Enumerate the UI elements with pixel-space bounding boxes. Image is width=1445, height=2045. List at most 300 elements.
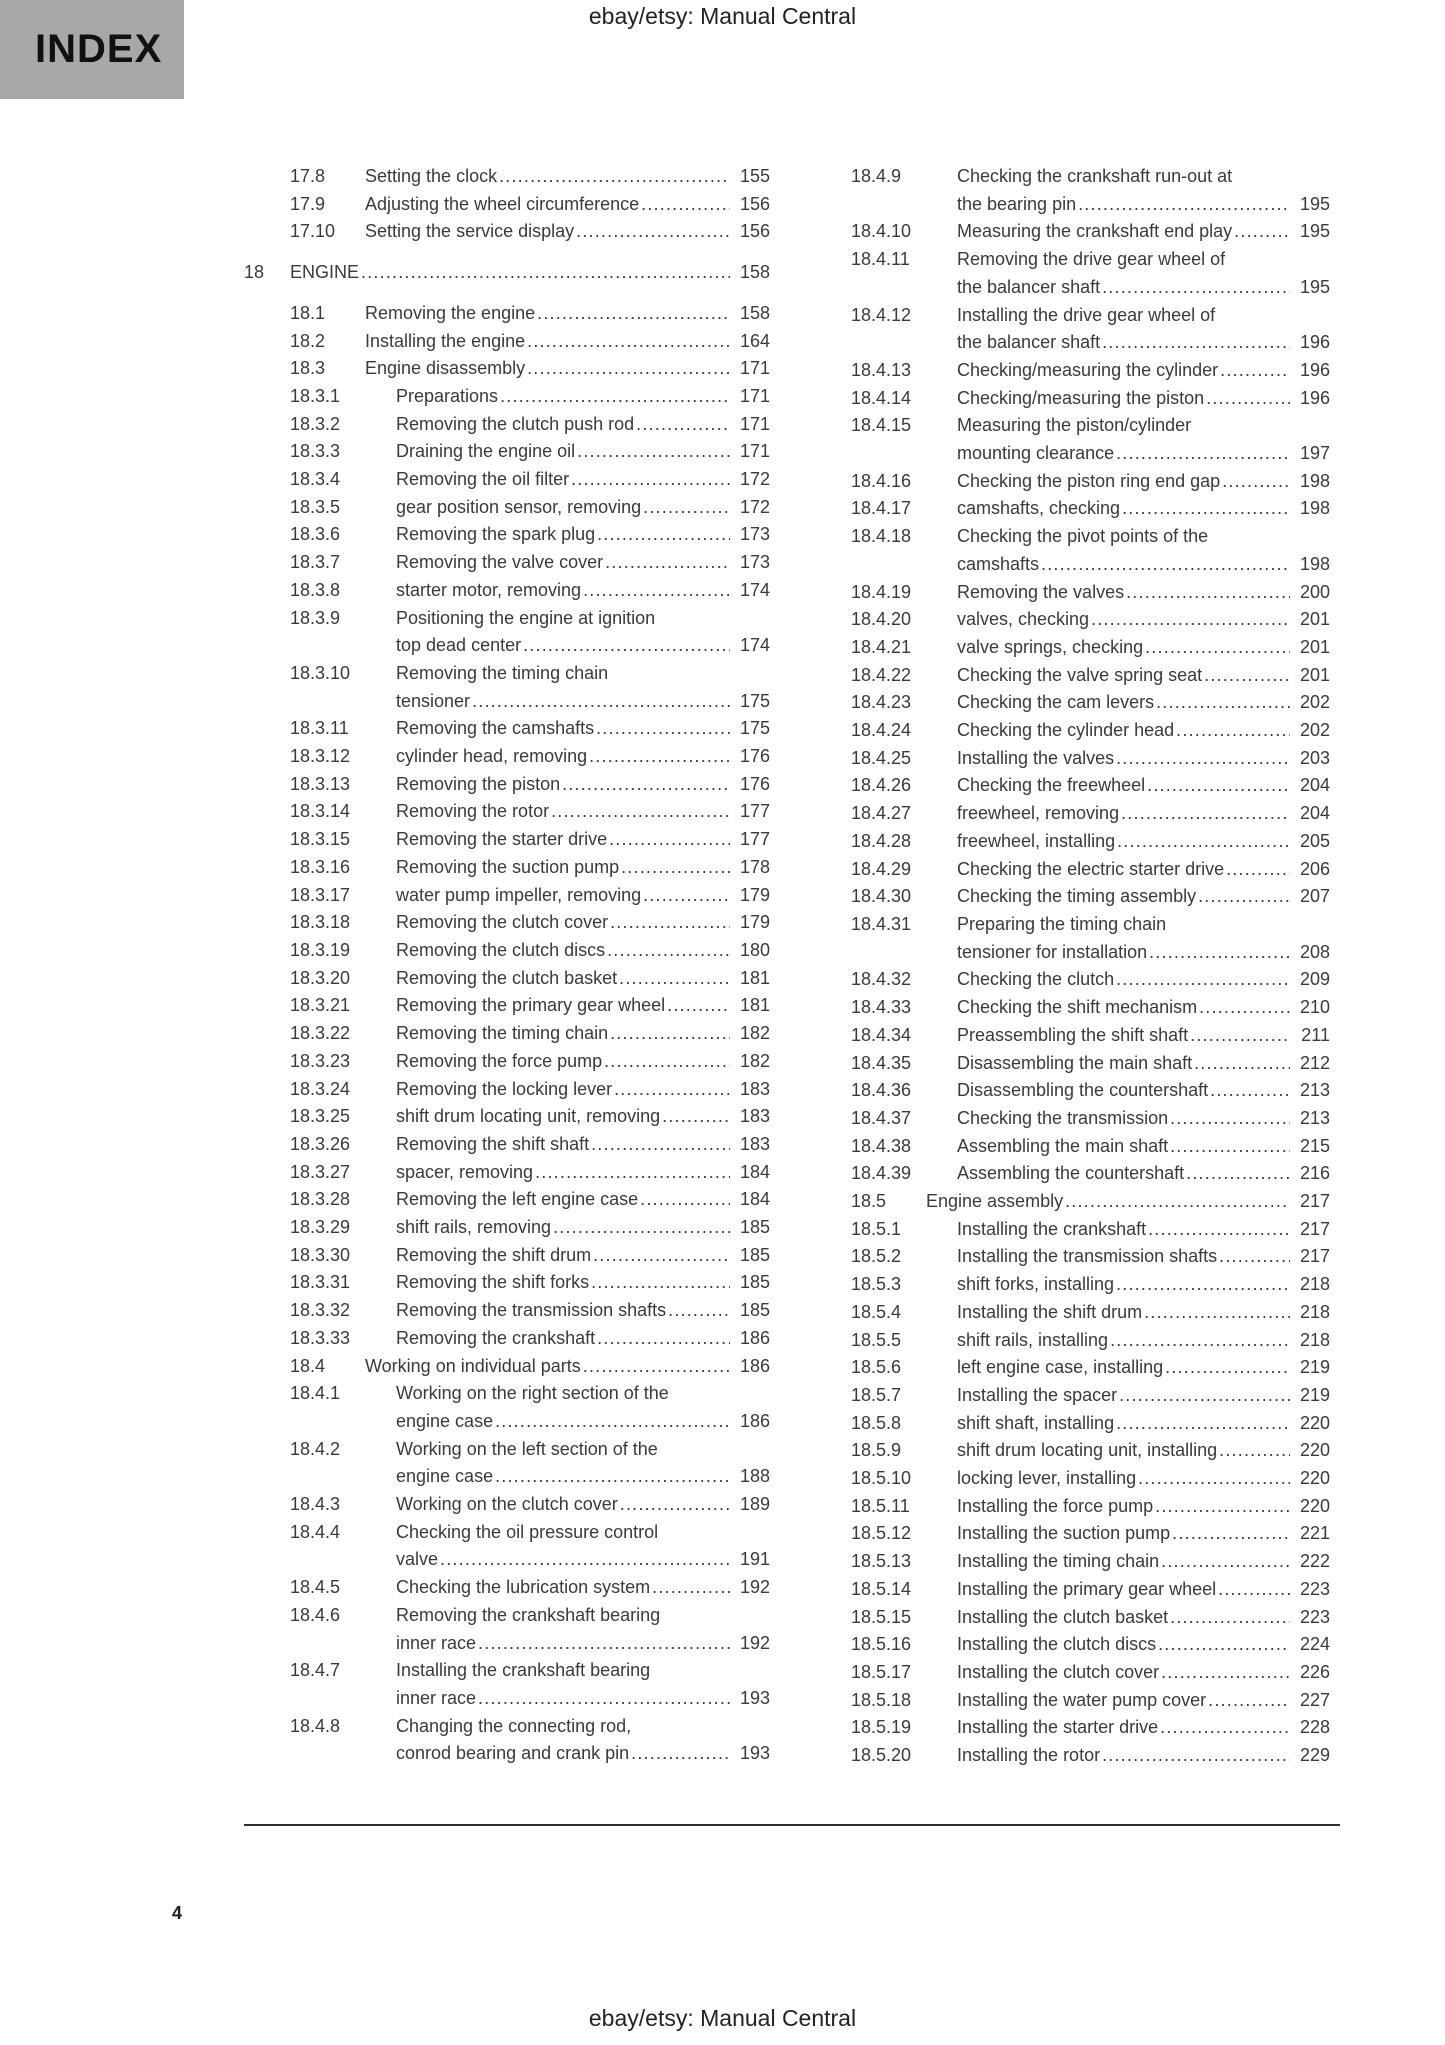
dot-leader — [1222, 468, 1290, 496]
toc-entry-number: 18.3.32 — [290, 1300, 351, 1321]
toc-entry-title: Measuring the crankshaft end play — [957, 221, 1233, 242]
toc-entry-title: inner race — [396, 1632, 477, 1653]
toc-entry-title: Removing the clutch cover — [396, 912, 609, 933]
toc-entry-number: 18.4.31 — [851, 913, 912, 934]
toc-entry-title: shift drum locating unit, removing — [396, 1106, 661, 1127]
dot-leader — [620, 1491, 730, 1519]
toc-entry — [244, 771, 770, 799]
dot-leader — [597, 521, 730, 549]
toc-entry-page: 186 — [739, 1355, 770, 1376]
toc-entry — [244, 1380, 770, 1435]
toc-entry-title: Checking the lubrication system — [396, 1577, 651, 1598]
toc-entry-page: 209 — [1299, 969, 1330, 990]
toc-entry-page: 171 — [739, 385, 770, 406]
toc-entry-page: 200 — [1299, 581, 1330, 602]
toc-entry — [805, 495, 1330, 523]
dot-leader — [500, 383, 730, 411]
toc-entry-title: Installing the engine — [365, 330, 526, 351]
toc-entry — [805, 1548, 1330, 1576]
dot-leader — [1116, 745, 1290, 773]
toc-entry — [244, 854, 770, 882]
toc-entry-page: 158 — [739, 302, 770, 323]
toc-entry-page: 201 — [1299, 636, 1330, 657]
toc-entry-title: Removing the clutch push rod — [396, 413, 635, 434]
toc-entry-number: 18.4.14 — [851, 387, 912, 408]
toc-entry-number: 18.3.9 — [290, 607, 341, 628]
toc-entry-title: Checking/measuring the cylinder — [957, 359, 1219, 380]
toc-entry — [244, 826, 770, 854]
toc-entry-page: 226 — [1299, 1661, 1330, 1682]
toc-entry-number: 18.5.16 — [851, 1634, 912, 1655]
toc-entry-title: Installing the crankshaft — [957, 1218, 1147, 1239]
toc-entry — [244, 743, 770, 771]
dot-leader — [1218, 1576, 1290, 1604]
toc-entry-title: the bearing pin — [957, 193, 1077, 214]
toc-entry-number: 18.5.14 — [851, 1578, 912, 1599]
toc-entry-number: 18.5 — [851, 1191, 887, 1212]
toc-entry-number: 17.10 — [290, 221, 336, 242]
toc-entry-page: 202 — [1299, 720, 1330, 741]
toc-entry — [805, 856, 1330, 884]
toc-entry-title: top dead center — [396, 635, 522, 656]
toc-entry-title: spacer, removing — [396, 1161, 534, 1182]
toc-entry-number: 18.4.15 — [851, 415, 912, 436]
toc-entry-title: Removing the shift drum — [396, 1244, 592, 1265]
toc-entry-page: 175 — [739, 718, 770, 739]
toc-entry — [244, 577, 770, 605]
toc-entry — [244, 521, 770, 549]
toc-entry-number: 18.4.34 — [851, 1024, 912, 1045]
toc-entry-page: 203 — [1299, 747, 1330, 768]
dot-leader — [495, 1463, 730, 1491]
toc-entry-number: 18.5.7 — [851, 1384, 902, 1405]
toc-entry-title: shift rails, installing — [957, 1329, 1109, 1350]
toc-entry — [244, 1713, 770, 1768]
toc-entry-title: Assembling the countershaft — [957, 1163, 1185, 1184]
toc-entry-number: 18.5.9 — [851, 1440, 902, 1461]
toc-entry-title: Working on the clutch cover — [396, 1494, 618, 1515]
toc-entry — [244, 1131, 770, 1159]
toc-entry-page: 198 — [1299, 553, 1330, 574]
toc-entry-page: 158 — [739, 262, 770, 283]
toc-entry — [244, 1325, 770, 1353]
toc-entry-title: Draining the engine oil — [396, 441, 576, 462]
toc-entry — [244, 259, 770, 287]
toc-entry-page: 171 — [739, 358, 770, 379]
toc-entry-title: mounting clearance — [957, 443, 1115, 464]
toc-entry-page: 217 — [1299, 1191, 1330, 1212]
toc-entry — [244, 1103, 770, 1131]
toc-entry-title: gear position sensor, removing — [396, 496, 642, 517]
toc-entry-number: 18.5.10 — [851, 1468, 912, 1489]
toc-entry-title: locking lever, installing — [957, 1468, 1137, 1489]
toc-entry-page: 227 — [1299, 1689, 1330, 1710]
dot-leader — [1116, 440, 1290, 468]
dot-leader — [1172, 1520, 1290, 1548]
dot-leader — [631, 1740, 730, 1768]
dot-leader — [1102, 274, 1290, 302]
toc-entry-number: 18.3.18 — [290, 912, 351, 933]
toc-entry-number: 18.4.37 — [851, 1107, 912, 1128]
toc-entry-title: Checking the cylinder head — [957, 720, 1175, 741]
toc-entry-title: Installing the suction pump — [957, 1523, 1171, 1544]
toc-entry-page: 195 — [1299, 193, 1330, 214]
dot-leader — [1161, 1659, 1290, 1687]
dot-leader — [1156, 689, 1290, 717]
toc-entry — [244, 466, 770, 494]
page-header — [0, 0, 1445, 33]
toc-entry — [805, 1576, 1330, 1604]
toc-entry-page: 176 — [739, 773, 770, 794]
toc-entry-title: cylinder head, removing — [396, 746, 588, 767]
toc-entry-title: valve springs, checking — [957, 636, 1144, 657]
toc-column-left — [244, 163, 770, 1768]
toc-entry-number: 17.8 — [290, 166, 326, 186]
toc-entry-page: 155 — [739, 166, 770, 186]
dot-leader — [591, 1131, 730, 1159]
toc-entry-page: 178 — [739, 856, 770, 877]
toc-entry-page: 223 — [1299, 1606, 1330, 1627]
toc-entry — [244, 1159, 770, 1187]
dot-leader — [1078, 191, 1290, 219]
toc-entry — [805, 1327, 1330, 1355]
toc-entry — [244, 1269, 770, 1297]
toc-entry-title: Removing the camshafts — [396, 718, 595, 739]
toc-entry-title: Installing the drive gear wheel of — [957, 304, 1216, 325]
toc-entry-page: 196 — [1299, 332, 1330, 353]
toc-entry-page: 219 — [1299, 1357, 1330, 1378]
toc-entry-number: 18.3.31 — [290, 1272, 351, 1293]
toc-entry-number: 18.4.22 — [851, 664, 912, 685]
toc-entry-title: the balancer shaft — [957, 276, 1101, 297]
toc-entry-page: 177 — [739, 829, 770, 850]
toc-entry-number: 18.4.24 — [851, 720, 912, 741]
toc-entry — [244, 992, 770, 1020]
toc-entry-page: 206 — [1299, 858, 1330, 879]
toc-entry — [805, 1077, 1330, 1105]
toc-entry-page: 218 — [1299, 1329, 1330, 1350]
toc-entry — [244, 1048, 770, 1076]
toc-entry-page: 174 — [739, 635, 770, 656]
toc-entry-page: 164 — [739, 330, 770, 351]
toc-entry — [244, 1657, 770, 1712]
toc-entry-number: 18.5.20 — [851, 1745, 912, 1766]
toc-entry-title: Removing the crankshaft bearing — [396, 1604, 661, 1625]
toc-entry-page: 211 — [1301, 1024, 1330, 1045]
dot-leader — [1102, 329, 1290, 357]
toc-entry-title: camshafts, checking — [957, 498, 1121, 519]
dot-leader — [1176, 717, 1290, 745]
dot-leader — [478, 1630, 730, 1658]
toc-entry-number: 18.3.8 — [290, 579, 341, 600]
toc-entry-title: Removing the oil filter — [396, 469, 570, 490]
toc-entry — [244, 411, 770, 439]
toc-entry-page: 172 — [739, 496, 770, 517]
toc-entry-title: starter motor, removing — [396, 579, 582, 600]
page-footer — [0, 2002, 1445, 2035]
dot-leader — [1226, 856, 1290, 884]
dot-leader — [1144, 1299, 1290, 1327]
toc-entry-number: 18.3.29 — [290, 1217, 351, 1238]
toc-entry — [244, 494, 770, 522]
toc-entry — [244, 1076, 770, 1104]
toc-entry-title: Installing the shift drum — [957, 1301, 1143, 1322]
toc-entry — [244, 163, 770, 191]
dot-leader — [643, 494, 730, 522]
toc-entry — [805, 1271, 1330, 1299]
toc-entry-number: 18 — [244, 262, 265, 283]
dot-leader — [1091, 606, 1290, 634]
toc-entry-title: Installing the clutch discs — [957, 1634, 1157, 1655]
toc-entry-number: 18.3.14 — [290, 801, 351, 822]
toc-entry — [244, 1602, 770, 1657]
toc-entry-page: 156 — [739, 221, 770, 242]
toc-entry-number: 18.3.23 — [290, 1050, 351, 1071]
toc-entry-page: 181 — [739, 995, 770, 1016]
toc-entry-number: 18.3.22 — [290, 1023, 351, 1044]
toc-entry-number: 18.5.12 — [851, 1523, 912, 1544]
toc-entry-page: 223 — [1299, 1578, 1330, 1599]
toc-entry-number: 18.3.2 — [290, 413, 341, 434]
toc-entry-title: Removing the engine — [365, 302, 536, 323]
toc-entry-page: 185 — [739, 1272, 770, 1293]
toc-entry-page: 176 — [739, 746, 770, 767]
toc-entry — [805, 1437, 1330, 1465]
toc-entry-title: Removing the drive gear wheel of — [957, 249, 1226, 270]
dot-leader — [527, 328, 730, 356]
toc-entry-number: 18.3.24 — [290, 1078, 351, 1099]
toc-entry-number: 18.4.2 — [290, 1438, 341, 1459]
toc-entry-page: 229 — [1299, 1745, 1330, 1766]
toc-entry-page: 183 — [739, 1078, 770, 1099]
toc-entry — [805, 385, 1330, 413]
toc-entry-page: 207 — [1299, 886, 1330, 907]
toc-entry-page: 220 — [1299, 1468, 1330, 1489]
toc-entry-title: Adjusting the wheel circumference — [365, 193, 640, 214]
toc-entry-number: 18.4.30 — [851, 886, 912, 907]
toc-entry-number: 18.4.35 — [851, 1052, 912, 1073]
dot-leader — [583, 577, 730, 605]
toc-entry-number: 17.9 — [290, 193, 326, 214]
toc-entry — [244, 937, 770, 965]
toc-entry-page: 197 — [1299, 443, 1330, 464]
toc-entry-title: Removing the transmission shafts — [396, 1300, 667, 1321]
toc-entry-title: Removing the left engine case — [396, 1189, 639, 1210]
toc-entry-title: Removing the shift forks — [396, 1272, 590, 1293]
dot-leader — [523, 632, 730, 660]
toc-entry — [805, 1604, 1330, 1632]
dot-leader — [551, 798, 730, 826]
toc-entry-title: Assembling the main shaft — [957, 1135, 1169, 1156]
toc-entry-number: 18.3.21 — [290, 995, 351, 1016]
toc-entry-title: Engine assembly — [926, 1191, 1064, 1212]
dot-leader — [1102, 1742, 1290, 1770]
toc-entry — [805, 163, 1330, 218]
toc-entry-title: Setting the service display — [365, 221, 575, 242]
toc-entry-number: 18.5.11 — [851, 1495, 910, 1516]
toc-entry-page: 172 — [739, 469, 770, 490]
toc-entry — [805, 1299, 1330, 1327]
toc-entry-page: 215 — [1299, 1135, 1330, 1156]
toc-entry-number: 18.3.1 — [290, 385, 341, 406]
toc-entry-number: 18.3.5 — [290, 496, 341, 517]
toc-entry-number: 18.3.10 — [290, 662, 351, 683]
toc-entry-page: 195 — [1299, 221, 1330, 242]
toc-entry-page: 224 — [1299, 1634, 1330, 1655]
dot-leader — [1116, 1410, 1290, 1438]
toc-entry-page: 205 — [1299, 830, 1330, 851]
toc-entry-page: 188 — [739, 1466, 770, 1487]
toc-entry — [805, 523, 1330, 578]
toc-entry-number: 18.3.26 — [290, 1133, 351, 1154]
toc-entry-number: 18.5.19 — [851, 1717, 912, 1738]
toc-entry-title: Removing the valve cover — [396, 552, 604, 573]
toc-entry-title: Checking the piston ring end gap — [957, 470, 1221, 491]
dot-leader — [361, 259, 730, 287]
toc-entry-number: 18.3.27 — [290, 1161, 351, 1182]
toc-entry-title: freewheel, installing — [957, 830, 1116, 851]
toc-entry-title: Installing the force pump — [957, 1495, 1154, 1516]
toc-entry — [244, 660, 770, 715]
dot-leader — [607, 937, 730, 965]
toc-entry-page: 183 — [739, 1106, 770, 1127]
toc-entry — [244, 300, 770, 328]
toc-entry-title: valves, checking — [957, 609, 1090, 630]
toc-entry-title: Installing the clutch cover — [957, 1661, 1160, 1682]
toc-entry — [244, 882, 770, 910]
dot-leader — [621, 854, 730, 882]
toc-entry-title: Removing the primary gear wheel — [396, 995, 666, 1016]
toc-entry — [805, 1631, 1330, 1659]
toc-entry — [244, 383, 770, 411]
toc-entry-page: 218 — [1299, 1274, 1330, 1295]
toc-entry-title: Removing the rotor — [396, 801, 550, 822]
toc-entry-number: 18.5.4 — [851, 1301, 902, 1322]
toc-entry-page: 204 — [1299, 775, 1330, 796]
toc-entry-title: Working on the left section of the — [396, 1438, 658, 1459]
toc-entry-title: Checking the transmission — [957, 1107, 1169, 1128]
toc-entry — [805, 800, 1330, 828]
toc-entry — [244, 1214, 770, 1242]
dot-leader — [1126, 579, 1290, 607]
toc-entry — [805, 302, 1330, 357]
toc-entry-page: 156 — [739, 193, 770, 214]
toc-entry-page: 208 — [1299, 941, 1330, 962]
toc-entry-page: 184 — [739, 1189, 770, 1210]
toc-entry-title: Checking the clutch — [957, 969, 1115, 990]
toc-entry-title: Disassembling the countershaft — [957, 1080, 1209, 1101]
toc-entry-number: 18.4.17 — [851, 498, 912, 519]
dot-leader — [478, 1685, 730, 1713]
toc-column-right — [805, 163, 1330, 1770]
toc-entry-number: 18.3.11 — [290, 718, 349, 739]
toc-entry-number: 18.3.25 — [290, 1106, 351, 1127]
toc-entry-title: shift shaft, installing — [957, 1412, 1115, 1433]
toc-entry-title: Preparing the timing chain — [957, 913, 1167, 934]
toc-entry-title: conrod bearing and crank pin — [396, 1743, 630, 1764]
toc-entry-title: Checking the cam levers — [957, 692, 1155, 713]
toc-entry-title: Engine disassembly — [365, 358, 526, 379]
toc-entry-page: 218 — [1299, 1301, 1330, 1322]
toc-entry-title: Installing the primary gear wheel — [957, 1578, 1217, 1599]
toc-entry — [805, 1050, 1330, 1078]
toc-entry-number: 18.3.19 — [290, 939, 351, 960]
toc-entry-title: Checking the electric starter drive — [957, 858, 1225, 879]
dot-leader — [562, 771, 730, 799]
toc-entry — [805, 1465, 1330, 1493]
toc-entry — [805, 717, 1330, 745]
toc-entry-title: shift rails, removing — [396, 1217, 552, 1238]
dot-leader — [537, 300, 730, 328]
toc-entry-number: 18.3.4 — [290, 469, 341, 490]
toc-entry — [244, 355, 770, 383]
footer-divider — [244, 1824, 1340, 1826]
toc-entry-page: 173 — [739, 524, 770, 545]
toc-entry-page: 221 — [1299, 1523, 1330, 1544]
dot-leader — [440, 1546, 730, 1574]
toc-entry-title: Installing the transmission shafts — [957, 1246, 1218, 1267]
dot-leader — [619, 965, 730, 993]
index-tab-label: INDEX — [35, 27, 163, 71]
dot-leader — [583, 1353, 730, 1381]
toc-entry-page: 181 — [739, 967, 770, 988]
toc-entry-title: Removing the timing chain — [396, 1023, 609, 1044]
toc-entry-title: Installing the rotor — [957, 1745, 1101, 1766]
dot-leader — [1234, 218, 1290, 246]
dot-leader — [591, 1269, 730, 1297]
toc-entry-number: 18.4.8 — [290, 1715, 341, 1736]
toc-entry-number: 18.3.30 — [290, 1244, 351, 1265]
toc-entry-title: Working on the right section of the — [396, 1383, 669, 1404]
toc-entry-title: Removing the valves — [957, 581, 1125, 602]
toc-entry-page: 220 — [1299, 1440, 1330, 1461]
dot-leader — [636, 411, 730, 439]
dot-leader — [1110, 1327, 1290, 1355]
dot-leader — [593, 1242, 730, 1270]
dot-leader — [668, 1297, 730, 1325]
toc-entry-number: 18.4.13 — [851, 359, 912, 380]
toc-entry-page: 198 — [1299, 470, 1330, 491]
toc-entry — [805, 218, 1330, 246]
toc-entry — [244, 1020, 770, 1048]
toc-entry-page: 210 — [1299, 997, 1330, 1018]
toc-entry-number: 18.5.18 — [851, 1689, 912, 1710]
dot-leader — [1206, 385, 1290, 413]
toc-entry — [805, 1133, 1330, 1161]
dot-leader — [614, 1076, 730, 1104]
toc-entry-title: Installing the valves — [957, 747, 1115, 768]
toc-entry-page: 202 — [1299, 692, 1330, 713]
toc-entry-page: 201 — [1299, 664, 1330, 685]
toc-entry-number: 18.3 — [290, 358, 326, 379]
dot-leader — [472, 688, 730, 716]
toc-entry-number: 18.4.38 — [851, 1135, 912, 1156]
toc-entry-title: Checking the pivot points of the — [957, 526, 1209, 547]
dot-leader — [1220, 357, 1290, 385]
toc-entry-title: tensioner for installation — [957, 941, 1148, 962]
toc-entry-title: Removing the shift shaft — [396, 1133, 590, 1154]
toc-entry-number: 18.4.10 — [851, 221, 912, 242]
toc-entry — [805, 1687, 1330, 1715]
toc-entry-page: 220 — [1299, 1412, 1330, 1433]
toc-entry-number: 18.4.33 — [851, 997, 912, 1018]
toc-entry-number: 18.1 — [290, 302, 326, 323]
toc-entry-number: 18.5.3 — [851, 1274, 902, 1295]
toc-entry-title: Checking the valve spring seat — [957, 664, 1203, 685]
toc-entry-page: 182 — [739, 1050, 770, 1071]
dot-leader — [643, 882, 730, 910]
toc-entry — [805, 468, 1330, 496]
